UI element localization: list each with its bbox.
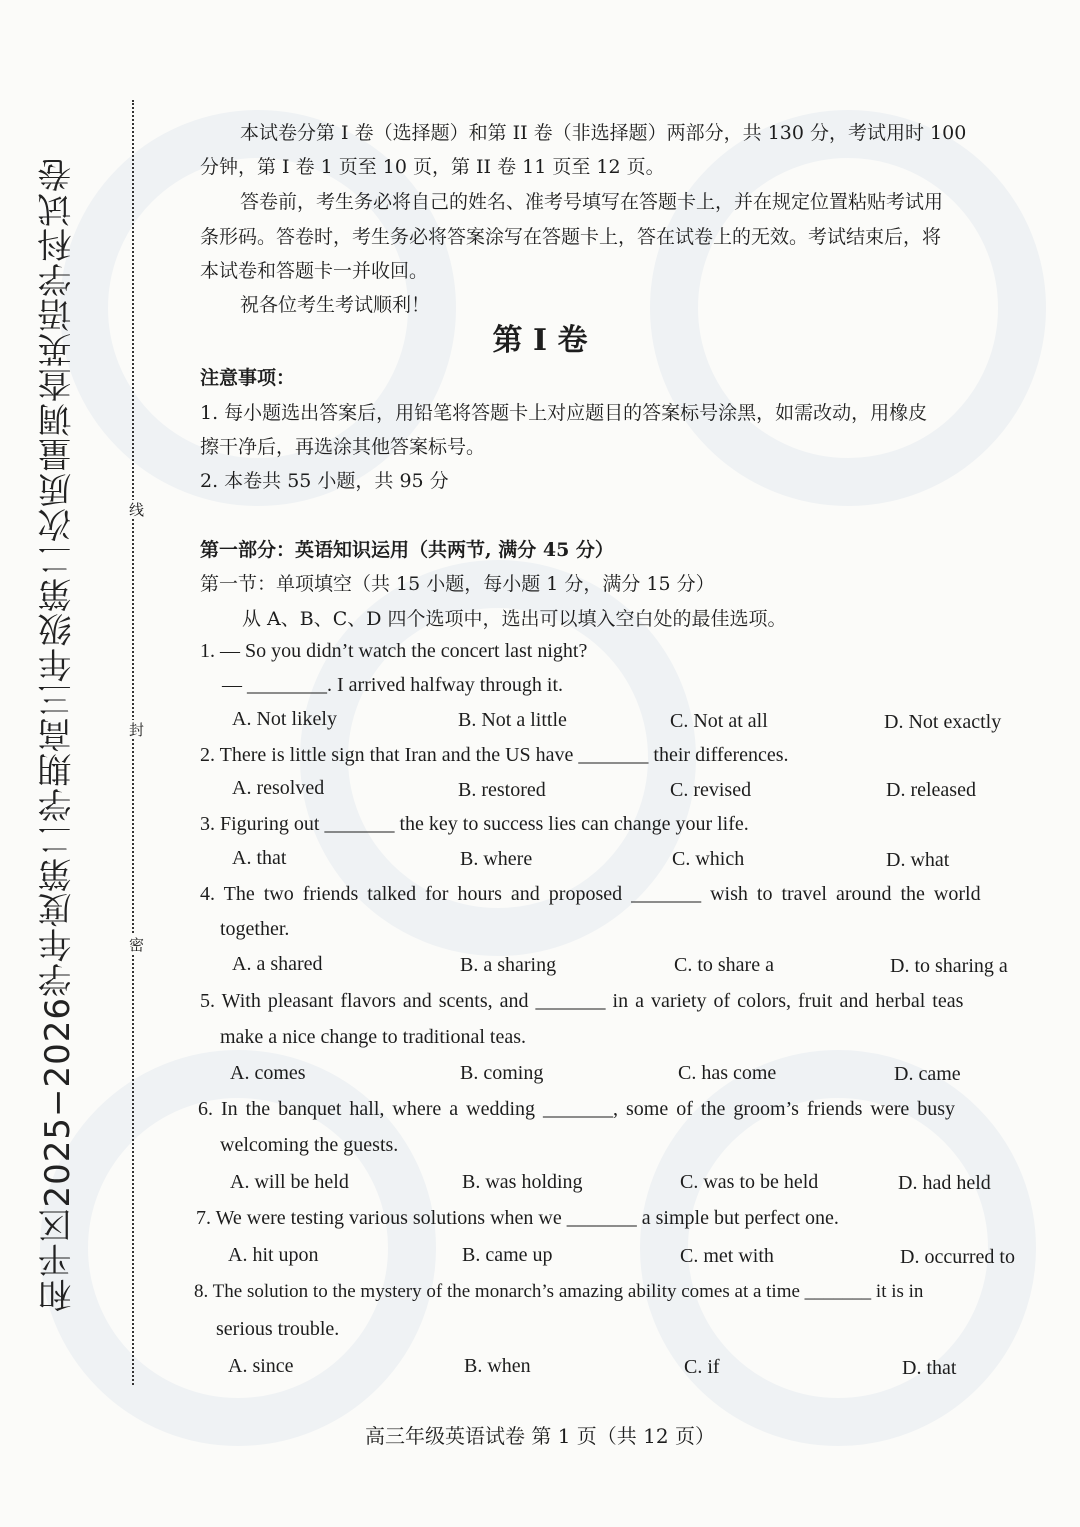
- option-b: B. Not a little: [458, 709, 567, 731]
- notes-heading: 注意事项：: [200, 367, 296, 389]
- option-c: C. if: [684, 1356, 720, 1378]
- intro-line: 条形码。答卷时，考生务必将答案涂写在答题卡上，答在试卷上的无效。考试结束后，将: [200, 226, 942, 248]
- question-1: 1. — So you didn’t watch the concert last night?: [200, 640, 588, 662]
- option-b: B. came up: [462, 1244, 553, 1266]
- question-1-line2: — ________. I arrived halfway through it.: [222, 674, 564, 696]
- question-4: 4. The two friends talked for hours and proposed _______ wish to travel around the world: [200, 883, 981, 905]
- intro-line: 祝各位考生考试顺利！: [240, 294, 431, 316]
- option-b: B. coming: [460, 1062, 544, 1084]
- option-b: B. when: [464, 1355, 531, 1377]
- option-b: B. restored: [458, 779, 546, 801]
- option-d: D. what: [886, 849, 950, 871]
- option-c: C. Not at all: [670, 710, 768, 732]
- side-title: 和平区2025−2026学年度第二学期高三年级第二次质量调查英语学科试卷: [37, 157, 78, 1313]
- margin-mark-mi: 密: [127, 937, 145, 952]
- question-5-line2: make a nice change to traditional teas.: [220, 1026, 526, 1048]
- option-d: D. that: [902, 1357, 957, 1379]
- option-d: D. to sharing a: [890, 955, 1008, 977]
- option-a: A. will be held: [230, 1171, 349, 1193]
- option-b: B. where: [460, 848, 533, 870]
- question-8-line2: serious trouble.: [216, 1318, 340, 1340]
- option-d: D. came: [894, 1063, 961, 1085]
- option-a: A. hit upon: [228, 1244, 319, 1266]
- page-footer: 高三年级英语试卷 第 1 页（共 12 页）: [365, 1424, 715, 1448]
- question-4-line2: together.: [220, 918, 290, 940]
- intro-line: 分钟，第 I 卷 1 页至 10 页，第 II 卷 11 页至 12 页。: [200, 156, 665, 178]
- option-a: A. comes: [230, 1062, 306, 1084]
- question-5: 5. With pleasant flavors and scents, and _______ in a variety of colors, fruit and herbal teas: [200, 990, 964, 1012]
- option-a: A. resolved: [232, 777, 325, 799]
- section-title: 第 I 卷: [492, 323, 588, 358]
- option-d: D. occurred to: [900, 1246, 1015, 1268]
- question-6: 6. In the banquet hall, where a wedding _______, some of the groom’s friends were busy: [198, 1098, 956, 1120]
- option-c: C. has come: [678, 1062, 777, 1084]
- question-2: 2. There is little sign that Iran and the US have _______ their differences.: [200, 744, 789, 766]
- question-3: 3. Figuring out _______ the key to success lies can change your life.: [200, 813, 749, 835]
- option-c: C. to share a: [674, 954, 774, 976]
- question-7: 7. We were testing various solutions when we _______ a simple but perfect one.: [196, 1207, 839, 1229]
- question-8: 8. The solution to the mystery of the monarch’s amazing ability comes at a time _______ it is in: [194, 1281, 924, 1302]
- question-6-line2: welcoming the guests.: [220, 1134, 399, 1156]
- sub-heading: 第一节：单项填空（共 15 小题，每小题 1 分，满分 15 分）: [200, 573, 715, 595]
- option-d: D. had held: [898, 1172, 991, 1194]
- option-c: C. met with: [680, 1245, 774, 1267]
- option-c: C. which: [672, 848, 745, 870]
- margin-mark-feng: 封: [127, 722, 145, 737]
- binding-line: [132, 100, 134, 1385]
- option-c: C. revised: [670, 779, 752, 801]
- note-line: 1. 每小题选出答案后，用铅笔将答题卡上对应题目的答案标号涂黑，如需改动，用橡皮: [200, 402, 928, 424]
- intro-line: 答卷前，考生务必将自己的姓名、准考号填写在答题卡上，并在规定位置粘贴考试用: [240, 191, 944, 213]
- option-b: B. was holding: [462, 1171, 583, 1193]
- option-b: B. a sharing: [460, 954, 557, 976]
- intro-line: 本试卷和答题卡一并收回。: [200, 260, 429, 282]
- margin-mark-xian: 线: [127, 502, 145, 517]
- intro-line: 本试卷分第 I 卷（选择题）和第 II 卷（非选择题）两部分，共 130 分，考试用时 100: [240, 122, 967, 144]
- option-a: A. Not likely: [232, 708, 337, 730]
- watermark-circle: [650, 110, 1046, 506]
- note-line: 2. 本卷共 55 小题，共 95 分: [200, 470, 449, 492]
- option-c: C. was to be held: [680, 1171, 819, 1193]
- option-a: A. that: [232, 847, 287, 869]
- option-a: A. a shared: [232, 953, 323, 975]
- note-line: 擦干净后，再选涂其他答案标号。: [200, 436, 486, 458]
- part-heading: 第一部分：英语知识运用（共两节, 满分 45 分）: [200, 539, 614, 561]
- option-d: D. Not exactly: [884, 711, 1002, 733]
- option-a: A. since: [228, 1355, 294, 1377]
- instruction: 从 A、B、C、D 四个选项中，选出可以填入空白处的最佳选项。: [242, 608, 787, 630]
- option-d: D. released: [886, 779, 976, 801]
